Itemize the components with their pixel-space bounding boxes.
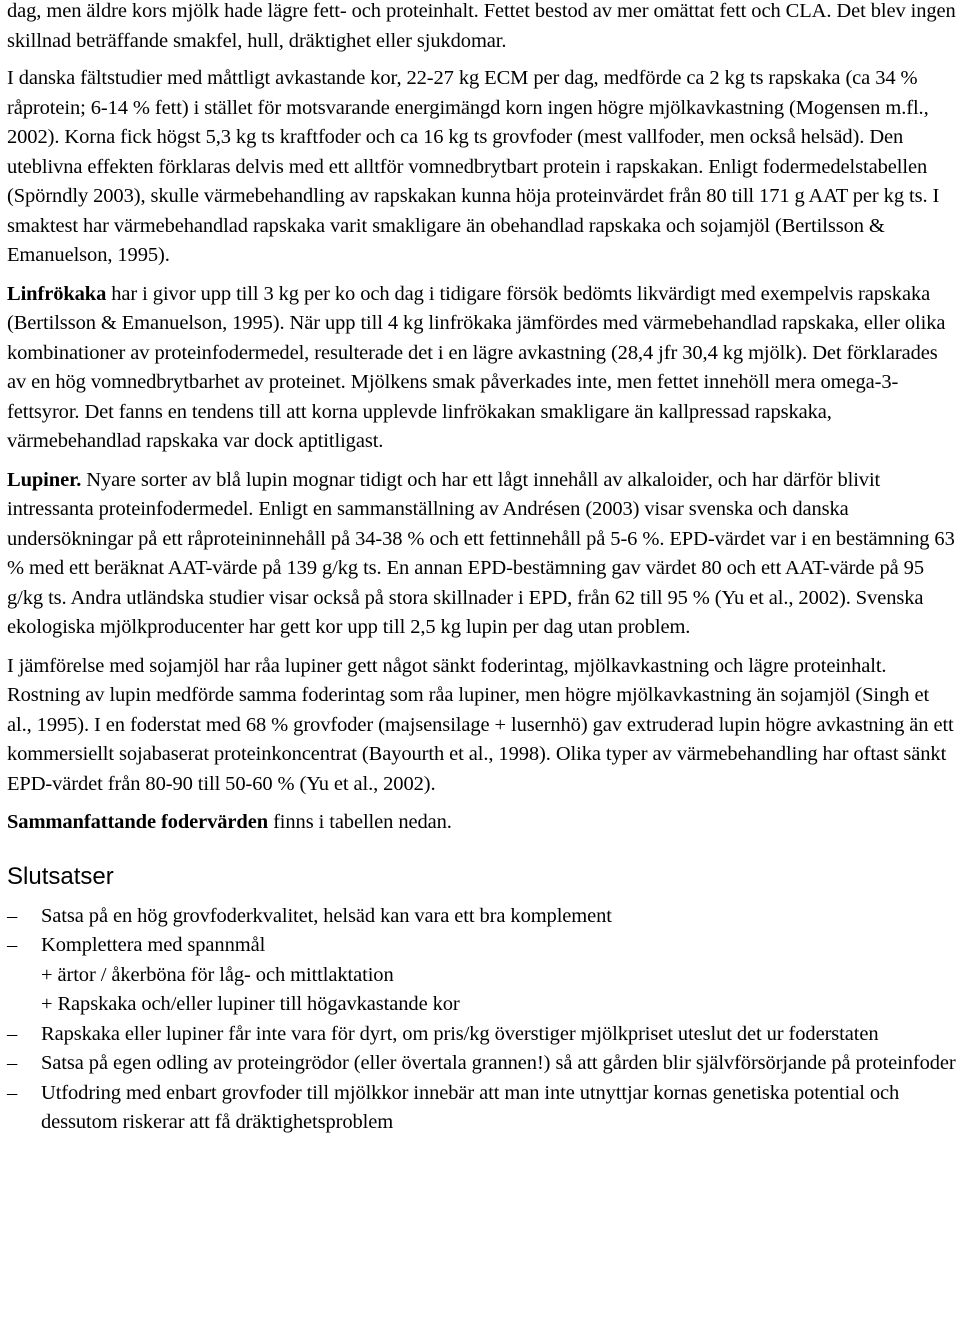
term-linfrokaka: Linfrökaka bbox=[7, 282, 107, 305]
list-item-text: Satsa på egen odling av proteingrödor (eller övertala grannen!) så att gården blir självförsörjande på proteinfoder bbox=[41, 1052, 956, 1074]
list-item-subline: + Rapskaka och/eller lupiner till högavkastande kor bbox=[41, 993, 460, 1015]
dash-bullet: – bbox=[7, 1052, 18, 1074]
list-item-text: Rapskaka eller lupiner får inte vara för dyrt, om pris/kg överstiger mjölkpriset uteslut det ur foderstaten bbox=[41, 1022, 879, 1045]
document-page bbox=[7, 0, 957, 1138]
paragraph-linfrokaka-text: har i givor upp till 3 kg per ko och dag i tidigare försök bedömts likvärdigt med exempelvis rapskaka (Bertilsson & Emanuelson, 1995). När upp till 4 kg linfrökaka jämfördes med värmebehandlad rapskaka, eller olika kombinationer av proteinfodermedel, resulterade det i en lägre avkastning (28,4 jfr 30,4 kg mjölk). Det förklarades av en hög vomnedbrytbarhet av proteinet. Mjölkens smak påverkades inte, men fettet innehöll mera omega-3-fettsyror. Det fanns en tendens till att korna upplevde linfrökakan smakligare än kallpressad rapskaka, värmebehandlad rapskaka var dock aptitligast. bbox=[7, 282, 946, 452]
paragraph-summary-values bbox=[7, 808, 957, 838]
dash-bullet: – bbox=[7, 904, 18, 927]
list-item-text: Satsa på en hög grovfoderkvalitet, helsäd kan vara ett bra komplement bbox=[41, 904, 612, 927]
paragraph-lupiner-text: Nyare sorter av blå lupin mognar tidigt och har ett lågt innehåll av alkaloider, och har därför blivit intressanta proteinfodermedel. Enligt en sammanställning av Andrésen (2003) visar svenska och danska undersökningar på ett råproteininnehåll på 34-38 % och ett fettinnehåll på 5-6 %. EPD-värdet var i en bestämning 63 % med ett beräknat AAT-värde på 139 g/kg ts. En annan EPD-bestämning gav värdet 80 och ett AAT-värde på 95 g/kg ts. Andra utländska studier visar också på stora skillnader i EPD, från 62 till 95 % (Yu et al., 2002). Svenska ekologiska mjölkproducenter har gett kor upp till 2,5 kg lupin per dag utan problem. bbox=[7, 468, 955, 638]
conclusions-list bbox=[7, 902, 957, 1138]
list-item bbox=[7, 1049, 957, 1079]
paragraph-summary-values-text: finns i tabellen nedan. bbox=[268, 811, 452, 833]
list-item-text: Utfodring med enbart grovfoder till mjölkkor innebär att man inte utnyttjar kornas genetiska potential och dessutom riskerar att få dräktighetsproblem bbox=[41, 1081, 900, 1133]
list-item bbox=[7, 931, 957, 1020]
list-item bbox=[7, 1020, 957, 1050]
paragraph-lupin-comparison: I jämförelse med sojamjöl har råa lupiner gett något sänkt foderintag, mjölkavkastning och lägre proteinhalt. Rostning av lupin medförde samma foderintag som råa lupiner, men högre mjölkavkastning än sojamjöl (Singh et al., 1995). I en foderstat med 68 % grovfoder (majsensilage + lusernhö) gav extruderad lupin högre avkastning än ett kommersiellt sojabaserat proteinkoncentrat (Bayourth et al., 1998). Olika typer av värmebehandling har oftast sänkt EPD-värdet från 80-90 till 50-60 % (Yu et al., 2002). bbox=[7, 654, 954, 795]
paragraph-danish-field-studies: I danska fältstudier med måttligt avkastande kor, 22-27 kg ECM per dag, medförde ca 2 kg ts rapskaka (ca 34 % råprotein; 6-14 % fett) i stället för motsvarande energimängd korn ingen högre mjölkavkastning (Mogensen m.fl., 2002). Korna fick högst 5,3 kg ts kraftfoder och ca 16 kg ts grovfoder (mest vallfoder, men också helsäd). Den uteblivna effekten förklaras delvis med ett alltför vomnedbrytbart protein i rapskakan. Enligt fodermedelstabellen (Spörndly 2003), skulle värmebehandling av rapskakan kunna höja proteinvärdet från 80 till 171 g AAT per kg ts. I smaktest har värmebehandlad rapskaka varit smakligare än obehandlad rapskaka och sojamjöl (Bertilsson & Emanuelson, 1995). bbox=[7, 67, 940, 266]
term-sammanfattande-fodervarden: Sammanfattande fodervärden bbox=[7, 811, 269, 833]
list-item bbox=[7, 1079, 957, 1138]
list-item bbox=[7, 902, 957, 932]
paragraph-lupiner bbox=[7, 466, 957, 643]
list-item-text: Komplettera med spannmål bbox=[41, 934, 266, 956]
term-lupiner: Lupiner. bbox=[7, 468, 82, 491]
dash-bullet: – bbox=[7, 1081, 18, 1104]
list-item-subline: + ärtor / åkerböna för låg- och mittlaktation bbox=[41, 963, 394, 986]
dash-bullet: – bbox=[7, 934, 18, 956]
dash-bullet: – bbox=[7, 1022, 18, 1045]
paragraph-intro-continuation: dag, men äldre kors mjölk hade lägre fett- och proteinhalt. Fettet bestod av mer omättat fett och CLA. Det blev ingen skillnad beträffande smakfel, hull, dräktighet eller sjukdomar. bbox=[7, 0, 956, 52]
paragraph-linfrokaka bbox=[7, 280, 957, 457]
section-heading-slutsatser: Slutsatser bbox=[7, 862, 114, 890]
